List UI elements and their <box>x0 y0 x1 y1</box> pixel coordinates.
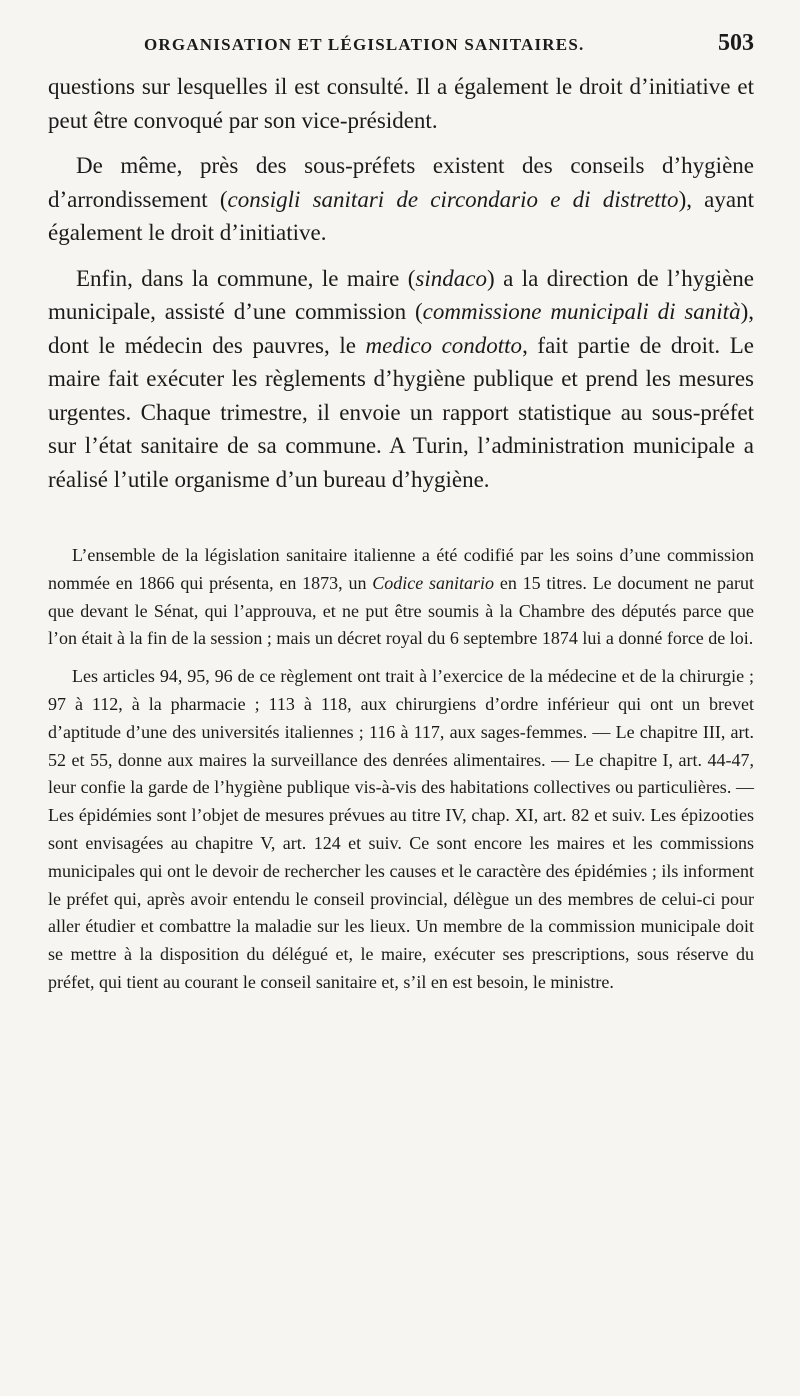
text-run: Enfin, dans la commune, le maire ( <box>76 265 416 291</box>
italic-term: commissione municipali di sanità <box>422 299 741 324</box>
italic-term: Codice sanitario <box>372 572 495 593</box>
paragraph-codice <box>48 542 754 653</box>
small-print-section <box>48 542 754 997</box>
text-run: L’ensemble de la législation sanitaire italienne a été codifié par les soins d’une commission nommée en 1866 qui présenta, en 1873, un <box>48 545 754 593</box>
page-number: 503 <box>718 30 754 56</box>
paragraph-articles: Les articles 94, 95, 96 de ce règlement ont trait à l’exercice de la médecine et de la chirurgie ; 97 à 112, à la pharmacie ; 113 à 118, aux chirurgiens d’ordre inférieur qui ont un brevet d’aptitude d’une des universités italiennes ; 116 à 117, aux sages-femmes. — Le chapitre III, art. 52 et 55, donne aux maires la surveillance des denrées alimentaires. — Le chapitre I, art. 44-47, leur confie la garde de l’hygiène publique vis-à-vis des habitations collectives ou particulières. — Les épidémies sont l’objet de mesures prévues au titre IV, chap. XI, art. 82 et suiv. Les épizooties sont envisagées au chapitre V, art. 124 et suiv. Ce sont encore les maires et les commissions municipales qui ont le devoir de rechercher les causes et le caractère des épidémies ; ils informent le préfet qui, après avoir entendu le conseil provincial, délègue un des membres de celui-ci pour aller étudier et combattre la maladie sur les lieux. Un membre de la commission municipale doit se mettre à la disposition du délégué et, le maire, exécuter ses prescriptions, sous réserve du préfet, qui tient au courant le conseil sanitaire et, s’il en est besoin, le ministre. <box>48 666 754 992</box>
paragraph-continued: questions sur lesquelles il est consulté. Il a également le droit d’initiative et peut être convoqué par son vice-président. <box>48 74 754 133</box>
text-run: ), dont le médecin des pauvres, le <box>48 299 754 358</box>
text-run: en 15 titres. Le document ne parut que devant le Sénat, qui l’approuva, et ne put être soumis à la Chambre des députés parce que l’on était à la fin de la session ; mais un décret royal du 6 septembre 1874 lui a donné force de loi. <box>48 572 754 649</box>
italic-term: medico condotto <box>365 332 523 358</box>
text-run: De même, près des sous-préfets existent des conseils d’hygiène d’arrondissement ( <box>48 153 754 212</box>
text-run: ) a la direction de l’hygiène municipale, assisté d’une commission ( <box>48 265 754 324</box>
paragraph-commune <box>48 262 754 497</box>
text-run: , fait partie de droit. Le maire fait exécuter les règlements d’hygiène publique et prend les mesures urgentes. Chaque trimestre, il envoie un rapport statistique au sous-préfet sur l’état sanitaire de sa commune. A Turin, l’administration municipale a réalisé l’utile organisme d’un bureau d’hygiène. <box>48 332 754 492</box>
italic-term: consigli sanitari de circondario e di distretto <box>227 186 679 212</box>
text-run: ), ayant également le droit d’initiative. <box>48 186 754 245</box>
running-head: ORGANISATION ET LÉGISLATION SANITAIRES. <box>144 35 585 54</box>
italic-term: sindaco <box>415 265 487 291</box>
page-header <box>48 30 754 70</box>
paragraph-sous-prefets <box>48 149 754 250</box>
main-text <box>48 70 754 496</box>
